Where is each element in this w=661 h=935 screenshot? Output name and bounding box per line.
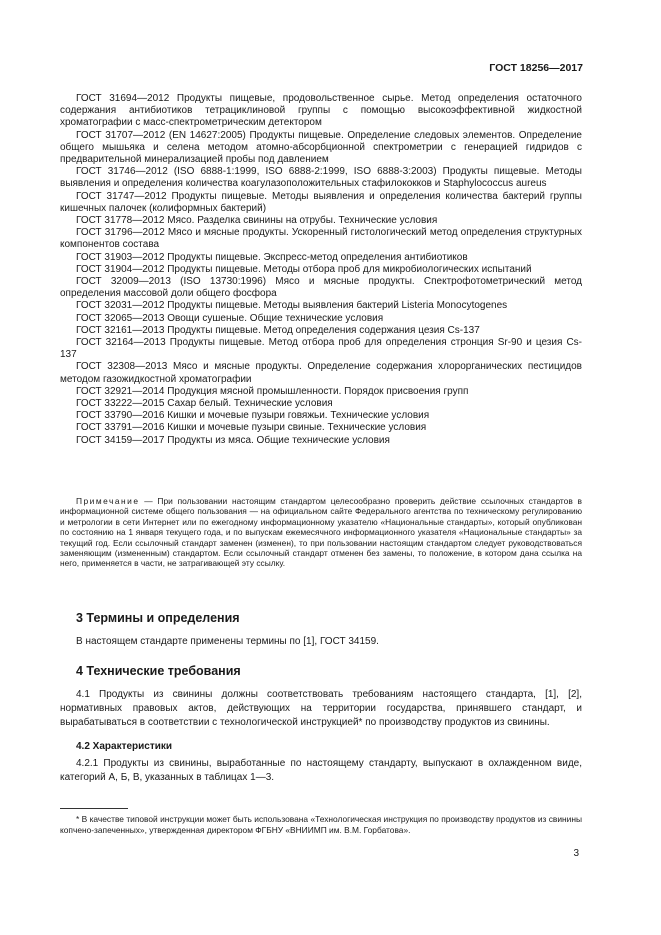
reference-item: ГОСТ 33790—2016 Кишки и мочевые пузыри говяжьи. Технические условия (76, 410, 430, 422)
section-4-heading: 4 Технические требования (76, 664, 241, 678)
paragraph-4-1: 4.1 Продукты из свинины должны соответствовать требованиям настоящего стандарта, [1], [2], нормативных правовых актов, действующих на территории государства, принявшего стандарт, и вырабатываться в соответствии с технологической инструкцией* по производству продуктов из свинины. (60, 689, 582, 728)
page-number: 3 (573, 848, 579, 859)
reference-item: ГОСТ 32065—2013 Овощи сушеные. Общие технические условия (76, 312, 384, 324)
reference-item: ГОСТ 32009—2013 (ISO 13730:1996) Мясо и мясные продукты. Спектрофотометрический метод определения массовой доли общего фосфора (60, 276, 582, 300)
reference-item: ГОСТ 31694—2012 Продукты пищевые, продовольственное сырье. Метод определения остаточного содержания антибиотиков тетрациклиновой группы с помощью высокоэффективной жидкостной хроматографии с масс-спектрометрическим детектором (60, 93, 582, 129)
note-block (60, 496, 582, 569)
reference-item: ГОСТ 33791—2016 Кишки и мочевые пузыри свиные. Технические условия (76, 422, 427, 434)
normative-references (60, 93, 582, 447)
reference-item: ГОСТ 31707—2012 (EN 14627:2005) Продукты пищевые. Определение следовых элементов. Определение общего мышьяка и селена методом атомно-абсорбционной спектрометрии с генерацией гидридов с предварительной минерализацией пробы под давлением (60, 129, 582, 166)
reference-item: ГОСТ 32161—2013 Продукты пищевые. Метод определения содержания цезия Cs-137 (76, 324, 480, 336)
reference-item: ГОСТ 34159—2017 Продукты из мяса. Общие технические условия (76, 434, 390, 446)
note-text: — При пользовании настоящим стандартом целесообразно проверить действие ссылочных стандартов в информационной системе общего пользования — на официальном сайте Федерального агентства по техническому регулированию и метрологии в сети Интернет или по ежегодному информационному указателю «Национальные стандарты», который опубликован по состоянию на 1 января текущего года, и по выпускам ежемесячного информационного указателя «Национальные стандарты» за текущий год. Если ссылочный стандарт заменен (изменен), то при пользовании настоящим стандартом следует руководствоваться заменяющим (измененным) стандартом. Если ссылочный стандарт отменен без замены, то положение, в котором дана ссылка на него, применяется в части, не затрагивающей эту ссылку. (60, 496, 582, 569)
reference-item: ГОСТ 31904—2012 Продукты пищевые. Методы отбора проб для микробиологических испытаний (76, 263, 532, 275)
paragraph-4-2-1: 4.2.1 Продукты из свинины, выработанные по настоящему стандарту, выпускают в охлажденном виде, категорий А, Б, В, указанных в таблицах 1—3. (60, 758, 582, 783)
reference-item: ГОСТ 31796—2012 Мясо и мясные продукты. Ускоренный гистологический метод определения структурных компонентов состава (60, 227, 582, 251)
footnote-divider (60, 808, 128, 809)
section-3-heading: 3 Термины и определения (76, 611, 240, 625)
reference-item: ГОСТ 31746—2012 (ISO 6888-1:1999, ISO 6888-2:1999, ISO 6888-3:2003) Продукты пищевые. Методы выявления и определения количества коагулазоположительных стафилококков и Staphylococcus aureus (60, 166, 582, 190)
reference-item: ГОСТ 33222—2015 Сахар белый. Технические условия (76, 398, 333, 410)
document-header: ГОСТ 18256—2017 (489, 62, 583, 74)
reference-item: ГОСТ 32031—2012 Продукты пищевые. Методы выявления бактерий Listeria Monocytogenes (76, 300, 508, 312)
note-label: Примечание (76, 496, 140, 506)
reference-item: ГОСТ 31747—2012 Продукты пищевые. Методы выявления и определения количества бактерий группы кишечных палочек (колиформных бактерий) (60, 190, 582, 214)
reference-item: ГОСТ 32921—2014 Продукция мясной промышленности. Порядок присвоения групп (76, 385, 469, 397)
reference-item: ГОСТ 31778—2012 Мясо. Разделка свинины на отрубы. Технические условия (76, 215, 438, 227)
reference-item: ГОСТ 31903—2012 Продукты пищевые. Экспресс-метод определения антибиотиков (76, 251, 468, 263)
reference-item: ГОСТ 32164—2013 Продукты пищевые. Метод отбора проб для определения стронция Sr-90 и цезия Cs-137 (60, 337, 582, 361)
footnote: * В качестве типовой инструкции может быть использована «Технологическая инструкция по производству продуктов из свинины копчено-запеченных», утвержденная директором ФГБНУ «ВНИИМП им. В.М. Горбатова». (60, 814, 582, 835)
reference-item: ГОСТ 32308—2013 Мясо и мясные продукты. Определение содержания хлорорганических пестицидов методом газожидкостной хроматографии (60, 361, 582, 385)
section-3-text: В настоящем стандарте применены термины по [1], ГОСТ 34159. (76, 636, 379, 647)
subsection-4-2-heading: 4.2 Характеристики (76, 741, 173, 752)
